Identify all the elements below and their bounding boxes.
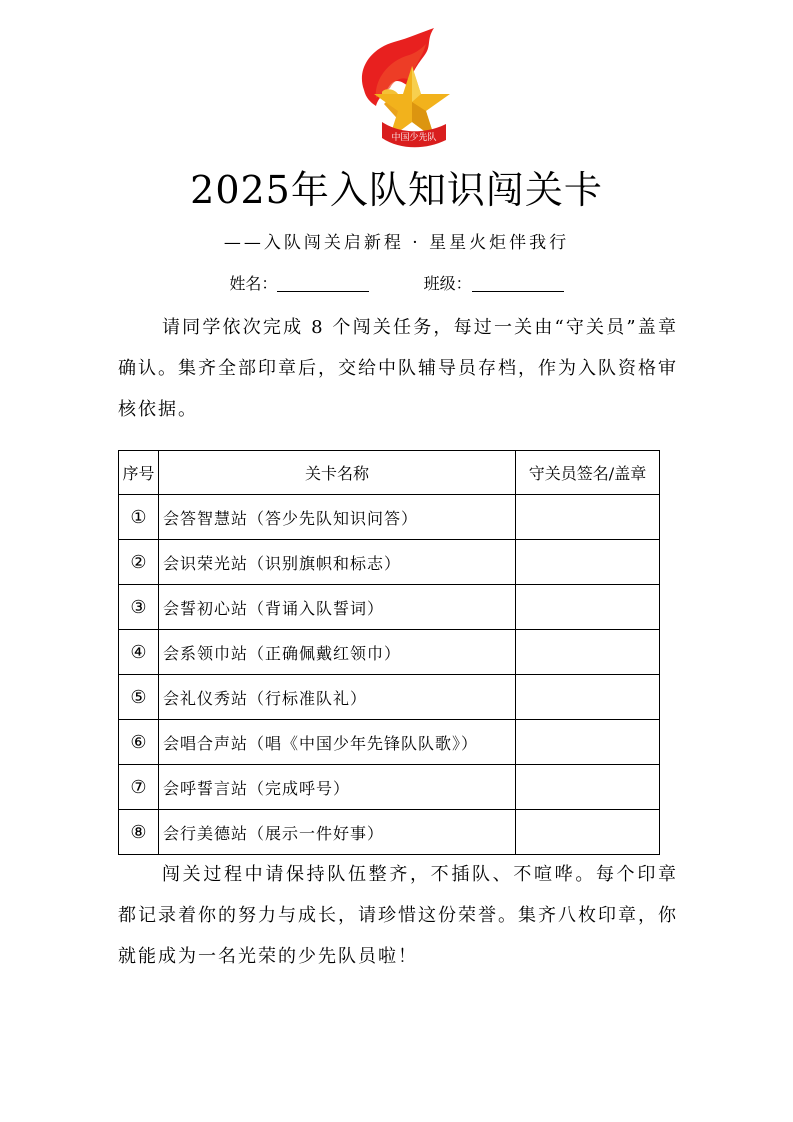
signature-cell[interactable]: [516, 495, 660, 540]
closing-paragraph: 闯关过程中请保持队伍整齐，不插队、不喧哗。每个印章都记录着你的努力与成长，请珍惜这份荣誉。集齐八枚印章，你就能成为一名光荣的少先队员啦！: [118, 864, 678, 967]
header-checkpoint-name: 关卡名称: [159, 451, 516, 495]
checkpoint-table: [118, 450, 660, 855]
class-field[interactable]: [472, 275, 564, 292]
row-number: ①: [119, 495, 159, 540]
intro-paragraph: 请同学依次完成 8 个闯关任务，每过一关由“守关员”盖章确认。集齐全部印章后，交给中队辅导员存档，作为入队资格审核依据。: [118, 317, 678, 420]
signature-cell[interactable]: [516, 675, 660, 720]
checkpoint-name: 会行美德站（展示一件好事）: [159, 810, 516, 855]
table-row: [119, 630, 660, 675]
checkpoint-name: 会唱合声站（唱《中国少年先锋队队歌》）: [159, 720, 516, 765]
young-pioneers-emblem-icon: [354, 28, 466, 156]
table-row: [119, 720, 660, 765]
row-number: ④: [119, 630, 159, 675]
name-label: 姓名：: [229, 274, 278, 293]
signature-cell[interactable]: [516, 720, 660, 765]
checkpoint-name: 会呼誓言站（完成呼号）: [159, 765, 516, 810]
table-row: [119, 810, 660, 855]
table-row: [119, 540, 660, 585]
row-number: ⑤: [119, 675, 159, 720]
class-label: 班级：: [423, 274, 472, 293]
student-info: [0, 272, 793, 296]
checkpoint-name: 会识荣光站（识别旗帜和标志）: [159, 540, 516, 585]
signature-cell[interactable]: [516, 765, 660, 810]
name-field[interactable]: [277, 275, 369, 292]
checkpoint-name: 会誓初心站（背诵入队誓词）: [159, 585, 516, 630]
signature-cell[interactable]: [516, 630, 660, 675]
row-number: ③: [119, 585, 159, 630]
table-row: [119, 495, 660, 540]
page-title: 2025年入队知识闯关卡: [190, 168, 603, 212]
row-number: ⑧: [119, 810, 159, 855]
table-row: [119, 585, 660, 630]
signature-cell[interactable]: [516, 540, 660, 585]
table-row: [119, 765, 660, 810]
table-row: [119, 675, 660, 720]
header-number: 序号: [119, 451, 159, 495]
signature-cell[interactable]: [516, 585, 660, 630]
table-header-row: [119, 451, 660, 495]
signature-cell[interactable]: [516, 810, 660, 855]
checkpoint-name: 会礼仪秀站（行标准队礼）: [159, 675, 516, 720]
row-number: ⑥: [119, 720, 159, 765]
row-number: ⑦: [119, 765, 159, 810]
row-number: ②: [119, 540, 159, 585]
header-signature: 守关员签名/盖章: [516, 451, 660, 495]
checkpoint-name: 会系领巾站（正确佩戴红领巾）: [159, 630, 516, 675]
emblem-text: 中国少先队: [391, 133, 437, 143]
checkpoint-name: 会答智慧站（答少先队知识问答）: [159, 495, 516, 540]
page-subtitle: ——入队闯关启新程 · 星星火炬伴我行: [223, 233, 570, 253]
